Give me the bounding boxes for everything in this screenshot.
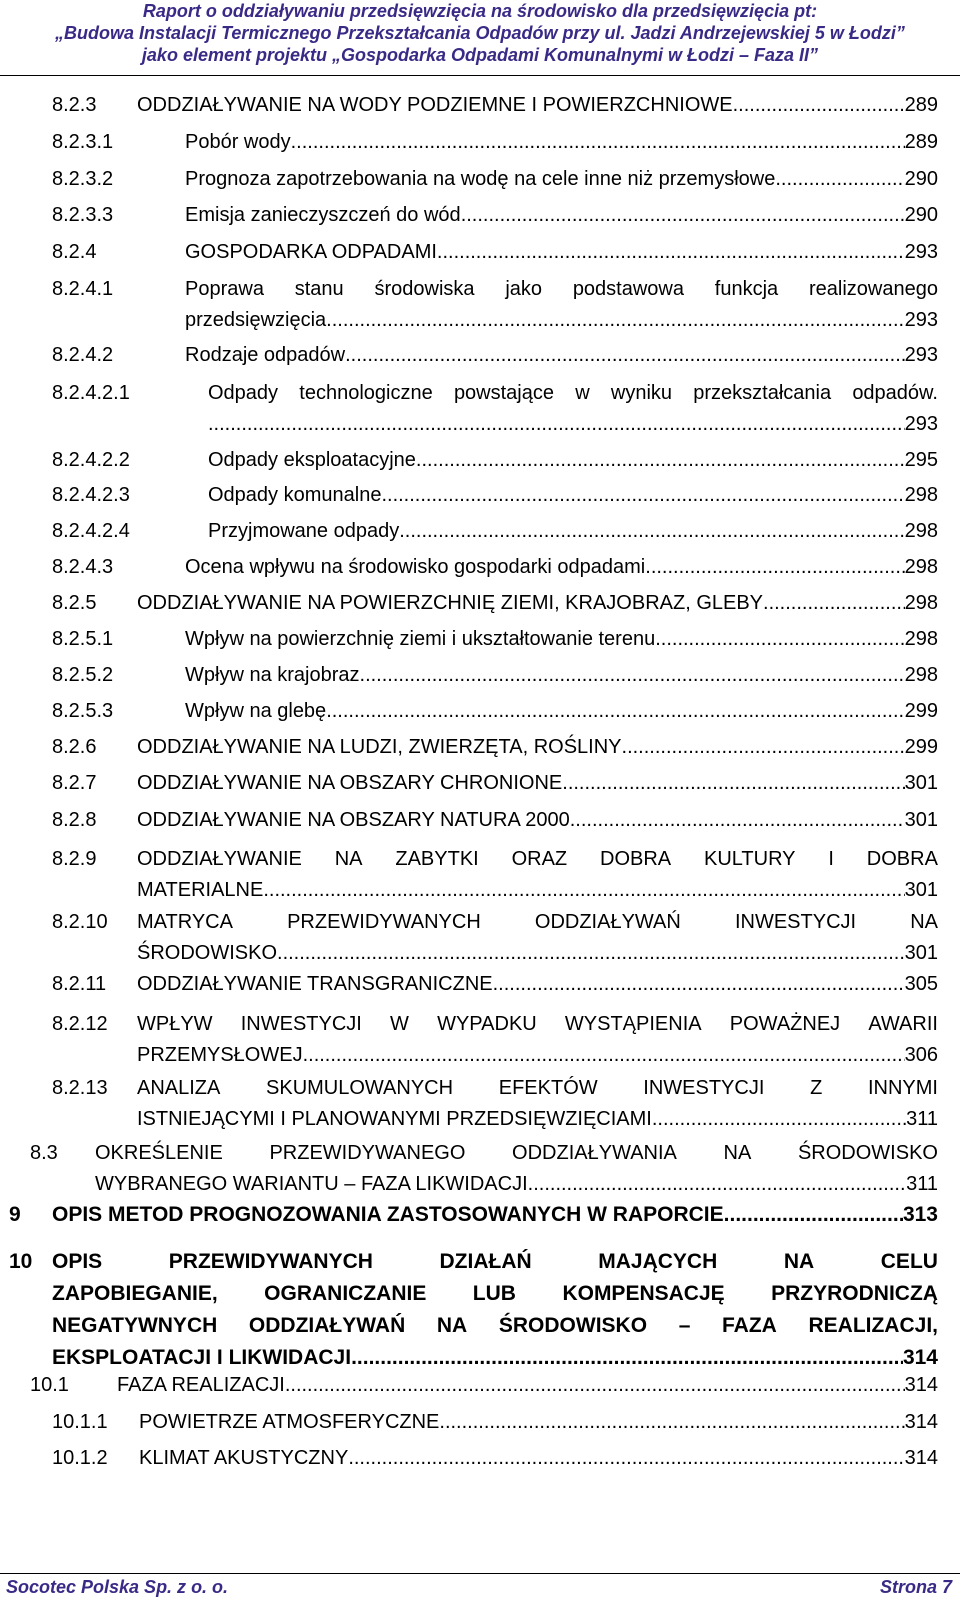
dot-leader [345, 343, 905, 367]
dot-leader [326, 699, 904, 723]
toc-entry-page: 314 [904, 1447, 938, 1469]
page-footer [0, 1573, 960, 1597]
toc-entry-number: 9 [9, 1203, 21, 1226]
toc-entry-title-line: WYBRANEGO WARIANTU – FAZA LIKWIDACJI [95, 1173, 528, 1195]
toc-entry-number: 8.2.7 [52, 772, 97, 794]
toc-entry-page: 314 [902, 1346, 938, 1369]
toc-entry-title: Emisja zanieczyszczeń do wód [185, 204, 461, 226]
toc-entry[interactable] [52, 735, 938, 759]
toc-entry-page: 298 [904, 520, 938, 542]
toc-entry[interactable] [52, 1446, 938, 1470]
toc-entry-title-line: ISTNIEJĄCYMI I PLANOWANYMI PRZEDSIĘWZIĘCIAMI [137, 1108, 652, 1130]
toc-entry-title: ODDZIAŁYWANIE NA LUDZI, ZWIERZĘTA, ROŚLINY [137, 736, 622, 758]
dot-leader [763, 591, 905, 615]
toc-entry-page: 290 [904, 204, 938, 226]
toc-entry-title-line: przedsięwzięcia [185, 309, 327, 331]
dot-leader [733, 93, 905, 117]
toc-entry-page: 293 [904, 309, 938, 331]
toc-entry-page: 299 [904, 736, 938, 758]
toc-entry-title: ODDZIAŁYWANIE TRANSGRANICZNE [137, 973, 493, 995]
toc-entry-number: 8.2.4.3 [52, 556, 114, 578]
toc-entry[interactable] [52, 274, 938, 336]
toc-entry[interactable] [52, 93, 938, 117]
toc-entry-number: 8.2.3.1 [52, 131, 114, 153]
dot-leader [348, 1446, 904, 1470]
dot-leader [303, 1040, 905, 1071]
toc-entry-title-line: WPŁYW INWESTYCJI W WYPADKU WYSTĄPIENIA POWAŻNEJ AWARII [137, 1013, 938, 1035]
dot-leader [724, 1203, 903, 1227]
dot-leader [291, 130, 905, 154]
toc-entry-number: 8.2.5.1 [52, 628, 114, 650]
toc-entry-title-line: ŚRODOWISKO [137, 942, 278, 964]
toc-entry-title: Prognoza zapotrzebowania na wodę na cele inne niż przemysłowe [185, 168, 776, 190]
toc-entry-page: 299 [904, 700, 938, 722]
toc-entry[interactable] [52, 378, 938, 440]
toc-entry-page: 298 [904, 592, 938, 614]
toc-entry-page: 293 [904, 344, 938, 366]
toc-entry-number: 8.2.5.2 [52, 664, 114, 686]
toc-entry[interactable] [52, 972, 938, 996]
toc-entry-page: 295 [904, 449, 938, 471]
toc-entry-page: 290 [904, 168, 938, 190]
header-line-2: „Budowa Instalacji Termicznego Przekształcania Odpadów przy ul. Jadzi Andrzejewskiej 5 w Łodzi” [55, 23, 905, 43]
toc-entry[interactable] [52, 844, 938, 906]
toc-entry-title: GOSPODARKA ODPADAMI [185, 241, 437, 263]
footer-company: Socotec Polska Sp. z o. o. [6, 1577, 229, 1597]
toc-entry-number: 10.1 [30, 1374, 69, 1396]
toc-entry[interactable] [52, 203, 938, 227]
toc-entry[interactable] [9, 1203, 938, 1227]
toc-entry-title: ODDZIAŁYWANIE NA OBSZARY NATURA 2000 [137, 809, 570, 831]
toc-entry-title: Wpływ na powierzchnię ziemi i ukształtowanie terenu [185, 628, 656, 650]
dot-leader [645, 555, 904, 579]
toc-entry-number: 8.2.4.2.4 [52, 520, 130, 542]
dot-leader [351, 1342, 903, 1374]
toc-entry-number: 10 [9, 1250, 33, 1273]
toc-entry-page: 298 [904, 664, 938, 686]
footer-page-number: Strona 7 [879, 1577, 952, 1597]
toc-entry-page: 305 [904, 973, 938, 995]
toc-entry-title: ODDZIAŁYWANIE NA POWIERZCHNIĘ ZIEMI, KRAJOBRAZ, GLEBY [137, 592, 764, 614]
toc-entry-page: 293 [904, 413, 938, 435]
toc-entry-title-line: MATRYCA PRZEWIDYWANYCH ODDZIAŁYWAŃ INWESTYCJI NA [137, 911, 938, 933]
toc-entry-title: POWIETRZE ATMOSFERYCZNE [139, 1411, 440, 1433]
toc-entry-title-line: NEGATYWNYCH ODDZIAŁYWAŃ NA ŚRODOWISKO – FAZA REALIZACJI, [52, 1314, 938, 1337]
dot-leader [775, 167, 904, 191]
toc-entry-page: 301 [904, 772, 938, 794]
toc-entry-number: 8.2.8 [52, 809, 97, 831]
dot-leader [622, 735, 905, 759]
toc-entry-title-line: MATERIALNE [137, 879, 264, 901]
toc-entry-title: Przyjmowane odpady [208, 520, 400, 542]
toc-entry-number: 8.3 [30, 1142, 58, 1164]
toc-entry-title: KLIMAT AKUSTYCZNY [139, 1447, 349, 1469]
toc-entry-page: 301 [904, 942, 938, 964]
dot-leader [655, 627, 904, 651]
dot-leader [652, 1104, 906, 1135]
toc-entry[interactable] [52, 591, 938, 615]
toc-entry-title-line: ZAPOBIEGANIE, OGRANICZANIE LUB KOMPENSACJĘ PRZYRODNICZĄ [52, 1282, 938, 1305]
toc-entry-page: 301 [904, 879, 938, 901]
toc-entry-page: 306 [904, 1044, 938, 1066]
toc-entry-number: 8.2.12 [52, 1013, 108, 1035]
toc-entry-page: 314 [904, 1411, 938, 1433]
dot-leader [439, 1410, 904, 1434]
toc-entry-number: 8.2.9 [52, 848, 97, 870]
toc-entry-title: Odpady komunalne [208, 484, 382, 506]
toc-entry[interactable] [52, 240, 938, 264]
toc-entry-title: Wpływ na glebę [185, 700, 327, 722]
dot-leader [416, 448, 905, 472]
dot-leader [562, 771, 904, 795]
toc-entry[interactable] [30, 1138, 938, 1200]
toc-entry[interactable] [52, 907, 938, 969]
toc-entry-title: Wpływ na krajobraz [185, 664, 360, 686]
toc-entry-page: 298 [904, 556, 938, 578]
toc-entry[interactable] [52, 771, 938, 795]
toc-entry-number: 8.2.3.2 [52, 168, 114, 190]
toc-entry-number: 10.1.2 [52, 1447, 108, 1469]
toc-entry-title-line: Odpady technologiczne powstające w wyniku przekształcania odpadów. [208, 382, 938, 404]
toc-entry[interactable] [52, 627, 938, 651]
toc-entry-title: Rodzaje odpadów [185, 344, 346, 366]
toc-entry-page: 293 [904, 241, 938, 263]
dot-leader [263, 875, 904, 906]
toc-entry-page: 289 [904, 94, 938, 116]
toc-entry[interactable] [52, 483, 938, 507]
toc-entry-title-line: EKSPLOATACJI I LIKWIDACJI [52, 1346, 352, 1369]
toc-entry[interactable] [52, 1073, 938, 1135]
toc-entry[interactable] [52, 699, 938, 723]
toc-entry-number: 8.2.4.2.1 [52, 382, 130, 404]
toc-entry-title: Pobór wody [185, 131, 291, 153]
header-line-3: jako element projektu „Gospodarka Odpadami Komunalnymi w Łodzi – Faza II” [141, 45, 819, 65]
toc-entry[interactable] [52, 343, 938, 367]
toc-entry[interactable] [52, 1009, 938, 1071]
toc-entry-number: 8.2.4.1 [52, 278, 114, 300]
toc-entry[interactable] [52, 519, 938, 543]
toc-entry-title-line: ODDZIAŁYWANIE NA ZABYTKI ORAZ DOBRA KULTURY I DOBRA [137, 848, 938, 870]
toc-entry-page: 314 [904, 1374, 938, 1396]
dot-leader [326, 305, 904, 336]
toc-entry-page: 301 [904, 809, 938, 831]
dot-leader [277, 938, 905, 969]
toc-entry-page: 313 [902, 1203, 938, 1226]
toc-entry-number: 8.2.13 [52, 1077, 108, 1099]
toc-entry[interactable] [30, 1373, 938, 1397]
toc-entry-page: 298 [904, 484, 938, 506]
toc-entry-title-line: Poprawa stanu środowiska jako podstawowa funkcja realizowanego [185, 278, 938, 300]
toc-entry-title: Ocena wpływu na środowisko gospodarki odpadami [185, 556, 646, 578]
toc-entry-number: 8.2.5 [52, 592, 97, 614]
toc-entry-title-line: ANALIZA SKUMULOWANYCH EFEKTÓW INWESTYCJI Z INNYMI [137, 1077, 938, 1099]
dot-leader [461, 203, 905, 227]
header-line-1: Raport o oddziaływaniu przedsięwzięcia na środowisko dla przedsięwzięcia pt: [142, 1, 818, 21]
dot-leader [360, 663, 905, 687]
toc-entry-page: 289 [904, 131, 938, 153]
dot-leader [399, 519, 904, 543]
toc-entry-number: 8.2.4.2.2 [52, 449, 130, 471]
toc-entry-title-line: PRZEMYSŁOWEJ [137, 1044, 303, 1066]
toc-entry[interactable] [52, 663, 938, 687]
dot-leader [528, 1169, 906, 1200]
toc-entry-page: 311 [906, 1108, 938, 1130]
toc-entry-page: 298 [904, 628, 938, 650]
toc-entry-number: 8.2.6 [52, 736, 97, 758]
toc-entry-number: 8.2.3.3 [52, 204, 114, 226]
toc-entry-title: ODDZIAŁYWANIE NA WODY PODZIEMNE I POWIERZCHNIOWE [137, 94, 733, 116]
toc-entry-number: 8.2.4.2.3 [52, 484, 130, 506]
toc-entry[interactable] [52, 808, 938, 832]
toc-entry-title-line: OKREŚLENIE PRZEWIDYWANEGO ODDZIAŁYWANIA NA ŚRODOWISKO [95, 1142, 938, 1164]
dot-leader [208, 409, 905, 440]
toc-entry-number: 8.2.10 [52, 911, 108, 933]
dot-leader [285, 1373, 905, 1397]
toc-entry-number: 8.2.4 [52, 241, 97, 263]
dot-leader [437, 240, 905, 264]
toc-entry-number: 8.2.4.2 [52, 344, 114, 366]
toc-entry-title: Odpady eksploatacyjne [208, 449, 416, 471]
toc-entry[interactable] [52, 448, 938, 472]
toc-entry-title-line: OPIS PRZEWIDYWANYCH DZIAŁAŃ MAJĄCYCH NA CELU [52, 1250, 938, 1273]
toc-entry-title: FAZA REALIZACJI [117, 1374, 285, 1396]
toc-entry-title: ODDZIAŁYWANIE NA OBSZARY CHRONIONE [137, 772, 563, 794]
dot-leader [570, 808, 905, 832]
toc-entry-title: OPIS METOD PROGNOZOWANIA ZASTOSOWANYCH W RAPORCIE [52, 1203, 724, 1226]
toc-entry-page: 311 [906, 1173, 938, 1195]
toc-entry[interactable] [52, 130, 938, 154]
toc-entry-number: 8.2.11 [52, 973, 107, 995]
toc-entry-number: 10.1.1 [52, 1411, 108, 1433]
toc-entry[interactable] [52, 555, 938, 579]
dot-leader [493, 972, 905, 996]
toc-entry-number: 8.2.5.3 [52, 700, 114, 722]
toc-entry-number: 8.2.3 [52, 94, 97, 116]
toc-entry[interactable] [52, 1410, 938, 1434]
toc-entry[interactable] [9, 1246, 938, 1374]
dot-leader [381, 483, 904, 507]
toc-entry[interactable] [52, 167, 938, 191]
